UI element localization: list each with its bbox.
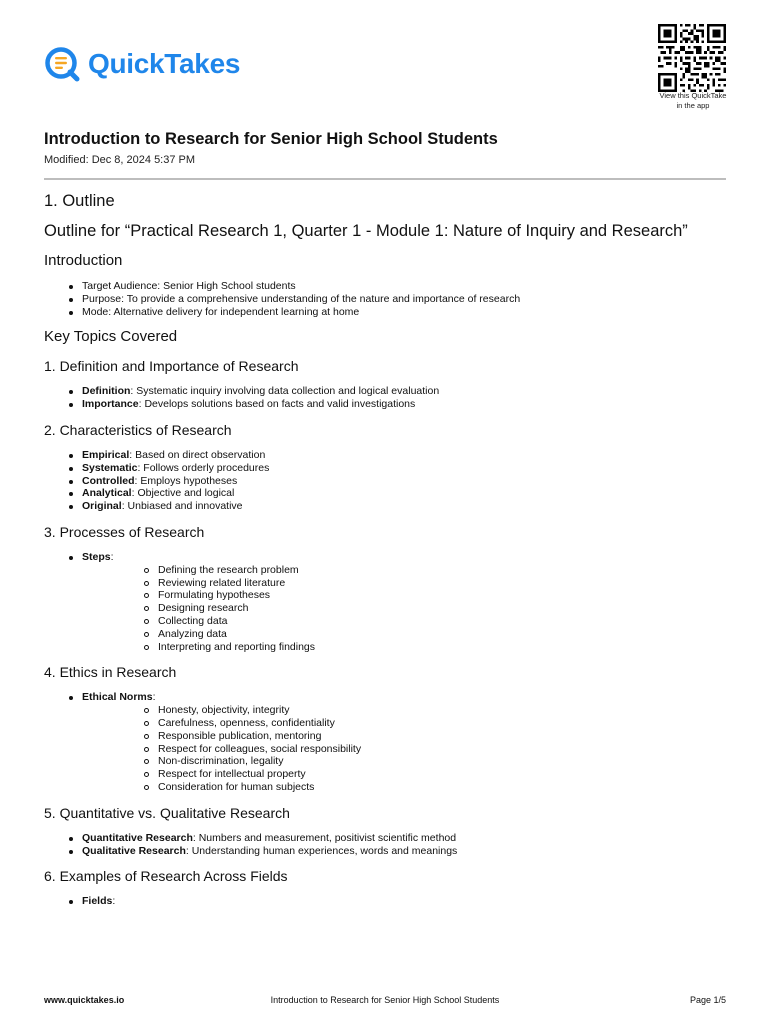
list-item [44,551,726,653]
list-item: Purpose: To provide a comprehensive understanding of the nature and importance of research [44,293,726,306]
quant-qual-heading: 5. Quantitative vs. Qualitative Research [44,804,290,821]
sub-list-item: Reviewing related literature [82,577,726,590]
term-description: : Follows orderly procedures [137,461,270,474]
list-item [44,832,726,845]
quant-qual-list [44,832,726,858]
examples-list [44,895,726,908]
quicktakes-logo-icon [44,46,80,82]
footer-page-number: Page 1/5 [689,995,726,1005]
ethics-list [44,691,726,793]
introduction-list [44,280,726,318]
term-label: Ethical Norms [82,691,153,704]
term-description: : Employs hypotheses [134,474,238,487]
list-item [44,385,726,398]
term-description: : Objective and logical [131,487,235,500]
ethics-heading: 4. Ethics in Research [44,664,177,681]
term-label: Systematic [82,461,138,474]
list-item [44,845,726,858]
qr-caption-line1: View this QuickTake [659,91,727,100]
qr-code[interactable] [658,24,726,92]
term-label: Controlled [82,474,135,487]
term-label: Quantitative Research [82,831,193,844]
term-label: Analytical [82,487,132,500]
term-description: : Understanding human experiences, words and meanings [185,844,458,857]
term-label: Qualitative Research [82,844,186,857]
sub-list-item: Respect for colleagues, social responsibility [82,743,726,756]
term-description: : Systematic inquiry involving data collection and logical evaluation [130,385,440,398]
list-item: Mode: Alternative delivery for independent learning at home [44,306,726,319]
sub-list-item: Respect for intellectual property [82,768,726,781]
document-title: Introduction to Research for Senior High School Students [44,130,498,148]
list-item [44,895,726,908]
outline-title: Outline for “Practical Research 1, Quarter 1 - Module 1: Nature of Inquiry and Research” [44,222,688,240]
norms-sublist [82,704,726,794]
processes-list [44,551,726,653]
introduction-heading: Introduction [44,252,123,269]
term-description: : Based on direct observation [129,448,266,461]
sub-list-item: Consideration for human subjects [82,781,726,794]
footer-document-title: Introduction to Research for Senior High School Students [270,995,500,1005]
sub-list-item: Analyzing data [82,628,726,641]
sub-list-item: Formulating hypotheses [82,589,726,602]
header-divider [44,178,726,180]
list-item [44,487,726,500]
processes-heading: 3. Processes of Research [44,523,205,540]
term-label: Original [82,500,122,513]
list-item [44,398,726,411]
list-item [44,449,726,462]
page-header [0,0,768,120]
document-body [44,190,726,908]
key-topics-heading: Key Topics Covered [44,328,178,346]
definition-heading: 1. Definition and Importance of Research [44,358,299,375]
outline-heading: 1. Outline [44,192,115,210]
term-label: Definition [82,385,131,398]
term-description: : Develops solutions based on facts and valid investigations [138,398,416,411]
list-item [44,500,726,513]
examples-heading: 6. Examples of Research Across Fields [44,868,288,885]
page-footer [44,995,726,1009]
list-item [44,691,726,793]
sub-list-item: Non-discrimination, legality [82,755,726,768]
sub-list-item: Carefulness, openness, confidentiality [82,717,726,730]
sub-list-item: Honesty, objectivity, integrity [82,704,726,717]
term-description: : Unbiased and innovative [121,500,243,513]
quicktakes-logo[interactable] [44,44,240,84]
term-label: Fields [82,895,113,908]
list-item [44,475,726,488]
term-suffix: : [110,550,114,563]
characteristics-list [44,449,726,513]
sub-list-item: Interpreting and reporting findings [82,641,726,654]
term-suffix: : [152,691,156,704]
sub-list-item: Responsible publication, mentoring [82,730,726,743]
qr-caption-line2: in the app [676,101,710,110]
term-label: Steps [82,550,111,563]
steps-sublist [82,564,726,654]
modified-date: Modified: Dec 8, 2024 5:37 PM [44,154,196,166]
sub-list-item: Designing research [82,602,726,615]
term-label: Importance [82,398,139,411]
term-suffix: : [112,895,116,908]
term-description: : Numbers and measurement, positivist scientific method [192,831,457,844]
sub-list-item: Defining the research problem [82,564,726,577]
term-label: Empirical [82,448,130,461]
definition-list [44,385,726,411]
footer-website-link[interactable]: www.quicktakes.io [44,995,125,1005]
logo-wordmark: QuickTakes [88,48,241,79]
sub-list-item: Collecting data [82,615,726,628]
list-item: Target Audience: Senior High School students [44,280,726,293]
list-item [44,462,726,475]
characteristics-heading: 2. Characteristics of Research [44,421,232,438]
qr-caption [640,91,746,111]
